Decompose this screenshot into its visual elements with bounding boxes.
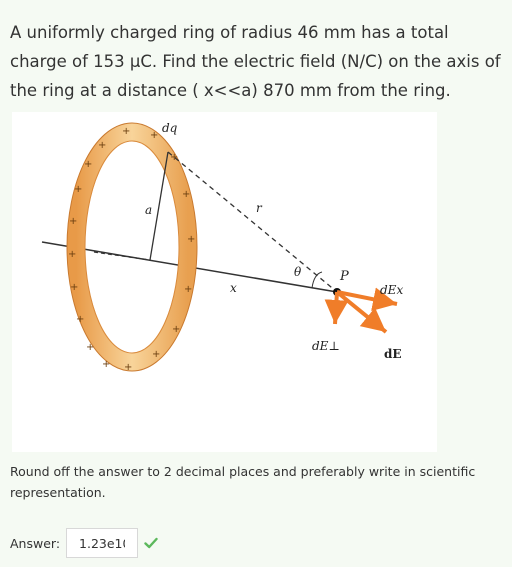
svg-text:+: + [124, 362, 133, 373]
svg-text:+: + [76, 314, 85, 325]
svg-text:+: + [184, 284, 193, 295]
svg-text:+: + [122, 126, 131, 137]
svg-text:+: + [74, 184, 83, 195]
svg-text:+: + [86, 342, 95, 353]
label-dE: dE [384, 347, 402, 361]
label-x: x [230, 281, 237, 295]
answer-row [10, 527, 158, 559]
question-text: A uniformly charged ring of radius 46 mm has a total charge of 153 μC. Find the electric field (N/C) on the axis of the ring at a distance ( x<<a) 870 mm from the ring. [10, 23, 501, 100]
label-a: a [145, 203, 153, 217]
label-p: P [340, 269, 349, 284]
label-dEperp: dE⊥ [312, 339, 340, 353]
label-theta: θ [294, 265, 302, 279]
svg-text:+: + [102, 359, 111, 370]
svg-text:+: + [187, 234, 196, 245]
svg-text:+: + [84, 159, 93, 170]
radius-line [150, 152, 168, 260]
svg-text:+: + [70, 282, 79, 293]
label-dq: dq [162, 121, 178, 135]
svg-text:+: + [170, 152, 179, 163]
ring-diagram [12, 112, 437, 452]
svg-text:+: + [98, 140, 107, 151]
ring-electric-field-figure [12, 112, 437, 452]
answer-label: Answer: [10, 535, 61, 551]
svg-text:+: + [182, 189, 191, 200]
answer-input[interactable] [66, 528, 138, 558]
svg-text:+: + [68, 249, 77, 260]
check-icon [144, 536, 158, 550]
svg-text:+: + [150, 130, 159, 141]
svg-text:+: + [152, 349, 161, 360]
instruction-text: Round off the answer to 2 decimal places and preferably write in scientific representation. [10, 464, 476, 500]
theta-arc [312, 272, 322, 288]
label-r: r [256, 201, 262, 215]
svg-text:+: + [69, 216, 78, 227]
dEperp-vector [335, 292, 337, 324]
svg-text:+: + [172, 324, 181, 335]
label-dEx: dEx [380, 283, 404, 297]
